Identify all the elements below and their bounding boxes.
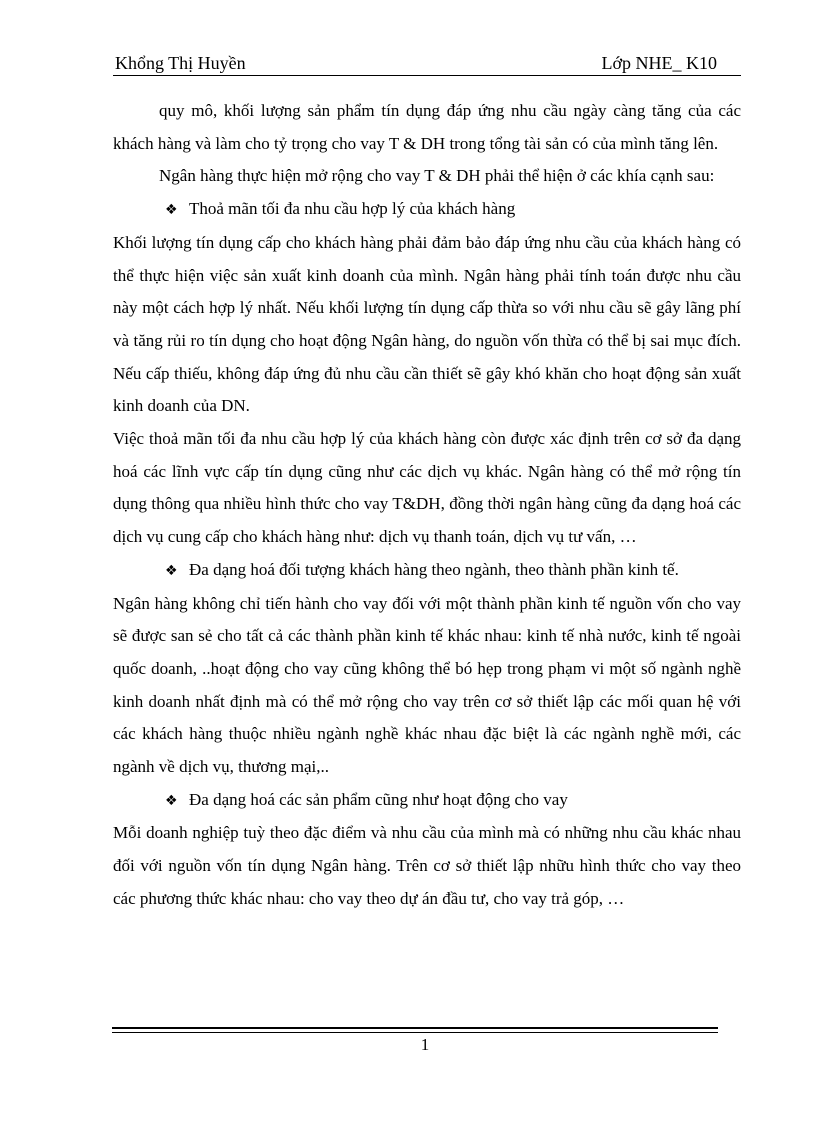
footer-divider-thin (112, 1032, 718, 1033)
paragraph-sectors: Ngân hàng không chỉ tiến hành cho vay đối với một thành phần kinh tế nguồn vốn cho vay sẽ được san sẻ cho tất cả các thành phần kinh tế khác nhau: kinh tế nhà nước, kinh tế ngoài quốc doanh, ..hoạt động cho vay cũng không thể bó hẹp trong phạm vi một số ngành nghề kinh doanh nhất định mà có thể mở rộng cho vay trên cơ sở thiết lập các mối quan hệ với các khách hàng thuộc nhiều ngành nghề khác nhau đặc biệt là các ngành nghề mới, các ngành về dịch vụ, thương mại,.. (113, 593, 741, 777)
header-class-label: Lớp NHE_ K10 (601, 53, 717, 73)
paragraph-diversification: Việc thoả mãn tối đa nhu cầu hợp lý của khách hàng còn được xác định trên cơ sở đa dạng hoá các lĩnh vực cấp tín dụng cũng như các dịch vụ khác. Ngân hàng có thể mở rộng tín dụng thông qua nhiều hình thức cho vay T&DH, đồng thời ngân hàng cũng đa dạng hoá các dịch vụ cung cấp cho khách hàng như: dịch vụ thanh toán, dịch vụ tư vấn, … (113, 429, 741, 547)
bullet-item-text: Thoả mãn tối đa nhu cầu hợp lý của khách hàng (189, 199, 516, 219)
diamond-bullet-icon: ❖ (165, 202, 178, 219)
document-body (113, 95, 741, 916)
paragraph-intro: Ngân hàng thực hiện mở rộng cho vay T & DH phải thể hiện ở các khía cạnh sau: (159, 166, 715, 186)
bullet-item-products (113, 784, 741, 818)
header-author: Khổng Thị Huyền (115, 53, 246, 73)
bullet-item-text: Đa dạng hoá các sản phẩm cũng như hoạt động cho vay (189, 789, 568, 809)
paragraph-credit-volume: Khối lượng tín dụng cấp cho khách hàng phải đảm bảo đáp ứng nhu cầu của khách hàng có thể thực hiện việc sản xuất kinh doanh của mình. Ngân hàng phải tính toán được nhu cầu này một cách hợp lý nhất. Nếu khối lượng tín dụng cấp thừa so với nhu cầu sẽ gây lãng phí và tăng rủi ro tín dụng cho hoạt động Ngân hàng, do nguồn vốn thừa có thể bị sai mục đích. Nếu cấp thiếu, không đáp ứng đủ nhu cầu cần thiết sẽ gây khó khăn cho hoạt động sản xuất kinh doanh của DN. (113, 232, 741, 416)
header-divider (113, 75, 741, 76)
page-number: 1 (420, 1035, 430, 1054)
paragraph-continuation: quy mô, khối lượng sản phẩm tín dụng đáp ứng nhu cầu ngày càng tăng của các khách hàng và làm cho tỷ trọng cho vay T & DH trong tổng tài sản có của mình tăng lên. (113, 101, 741, 153)
diamond-bullet-icon: ❖ (165, 792, 178, 809)
bullet-item-customers (113, 554, 741, 588)
diamond-bullet-icon: ❖ (165, 562, 178, 579)
paragraph-enterprises: Mỗi doanh nghiệp tuỳ theo đặc điểm và nhu cầu của mình mà có những nhu cầu khác nhau đối với nguồn vốn tín dụng Ngân hàng. Trên cơ sở thiết lập nhữu hình thức cho vay theo các phương thức khác nhau: cho vay theo dự án đầu tư, cho vay trả góp, … (113, 823, 741, 908)
bullet-item-text: Đa dạng hoá đối tượng khách hàng theo ngành, theo thành phần kinh tế. (189, 559, 679, 579)
footer-divider-thick (112, 1027, 718, 1029)
bullet-item-needs (113, 193, 741, 227)
